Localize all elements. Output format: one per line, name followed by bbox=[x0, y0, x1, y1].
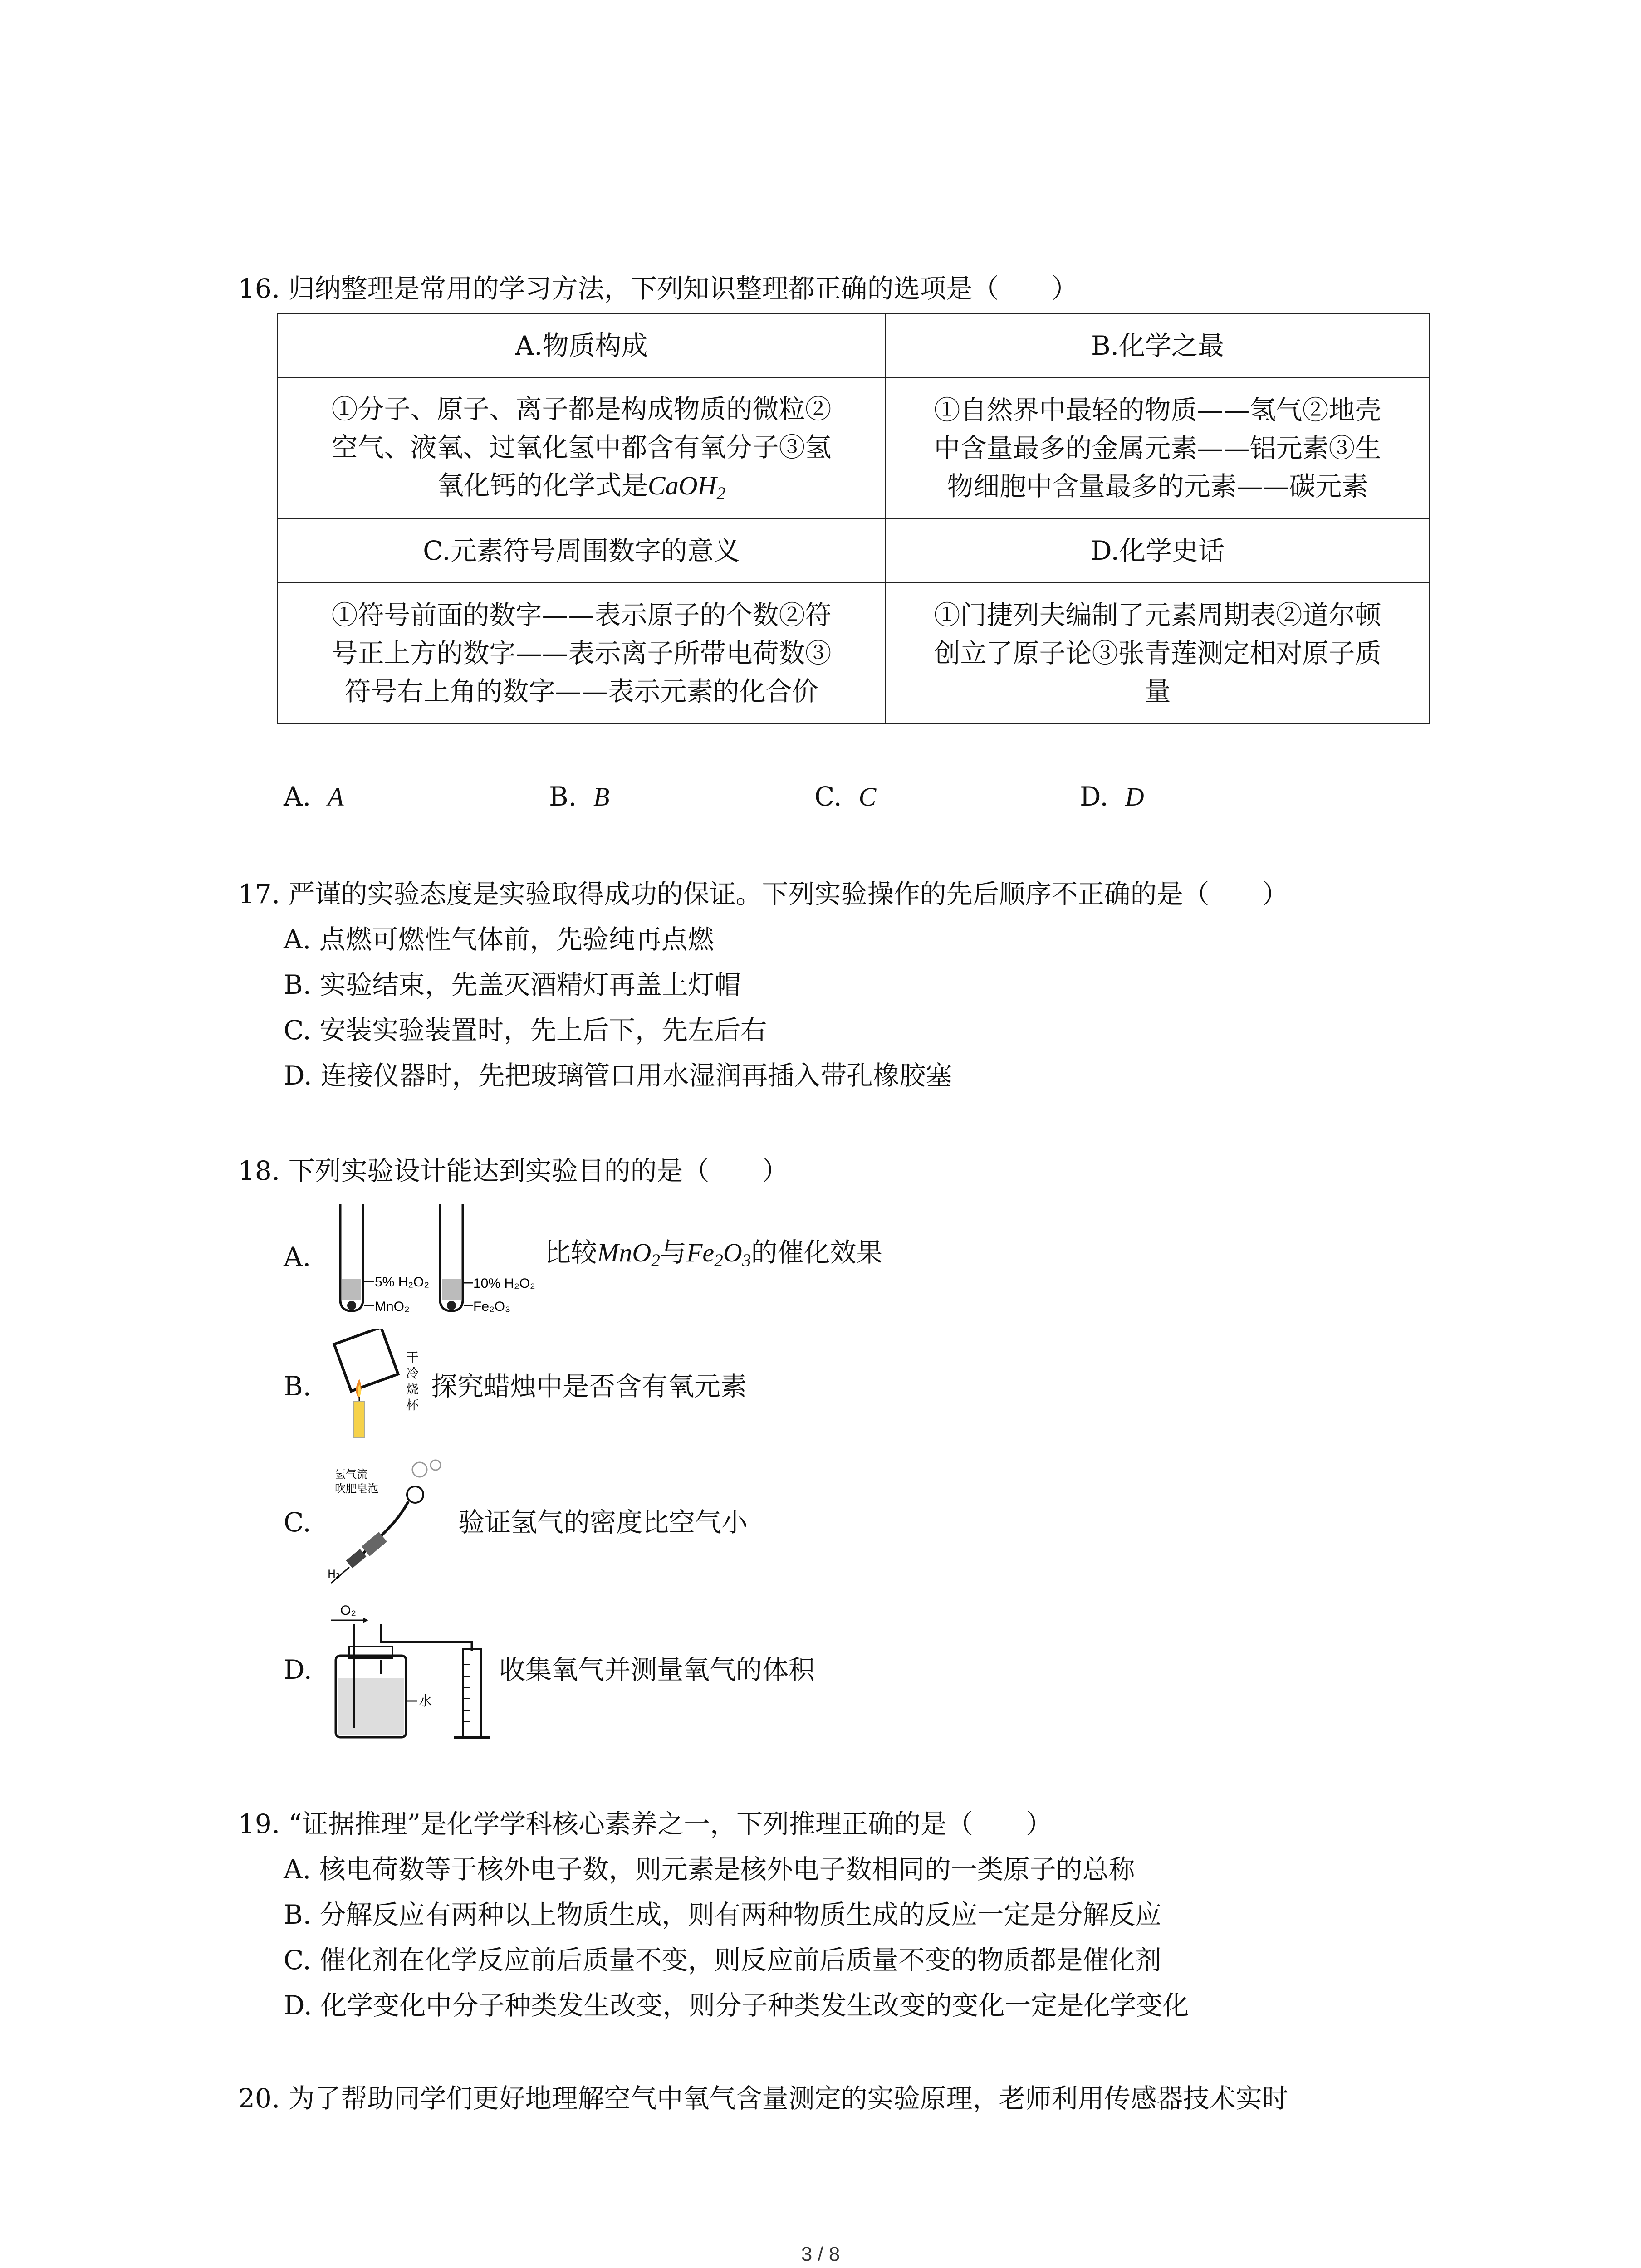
q19-option-b[interactable]: B. 分解反应有两种以上物质生成，则有两种物质生成的反应一定是分解反应 bbox=[284, 1899, 1162, 1930]
fig-b-label-4: 杯 bbox=[406, 1398, 419, 1413]
fig-a-right-label-2: Fe₂O₃ bbox=[473, 1299, 511, 1314]
fig-b-label-1: 干 bbox=[406, 1350, 419, 1365]
q18-option-c-text: 验证氢气的密度比空气小 bbox=[458, 1507, 748, 1538]
q16-table-a-body: ①分子、原子、离子都是构成物质的微粒② 空气、液氧、过氧化氢中都含有氧分子③氢 氧化钙的化学式是CaOH$_2$ bbox=[278, 378, 886, 519]
q17-option-c[interactable]: C. 安装实验装置时，先上后下，先左后右 bbox=[284, 1015, 767, 1046]
test-tubes-figure bbox=[327, 1202, 544, 1329]
fig-b-label-2: 冷 bbox=[406, 1366, 419, 1381]
q19-option-a[interactable]: A. 核电荷数等于核外电子数，则元素是核外电子数相同的一类原子的总称 bbox=[284, 1854, 1135, 1885]
q16-option-b[interactable]: B. B bbox=[549, 781, 610, 812]
fig-c-label-1: 氢气流 bbox=[335, 1468, 367, 1481]
q16-table-a-head: A.物质构成 bbox=[278, 314, 886, 378]
q18-option-b-text: 探究蜡烛中是否含有氧元素 bbox=[431, 1371, 747, 1402]
q16-stem: 16. 归纳整理是常用的学习方法，下列知识整理都正确的选项是（ ） bbox=[238, 273, 1078, 304]
candle-beaker-figure bbox=[331, 1329, 431, 1442]
gas-collection-figure bbox=[327, 1597, 499, 1746]
q16-option-c[interactable]: C. C bbox=[814, 781, 877, 812]
fig-d-water-label: 水 bbox=[418, 1693, 432, 1709]
q17-option-a[interactable]: A. 点燃可燃性气体前，先验纯再点燃 bbox=[284, 924, 714, 955]
q16-table-c-body: ①符号前面的数字——表示原子的个数②符 号正上方的数字——表示离子所带电荷数③ 符号右上角的数字——表示元素的化合价 bbox=[278, 583, 886, 724]
q17-stem: 17. 严谨的实验态度是实验取得成功的保证。下列实验操作的先后顺序不正确的是（ ） bbox=[238, 879, 1288, 909]
q19-stem: 19. “证据推理”是化学学科核心素养之一，下列推理正确的是（ ） bbox=[238, 1809, 1052, 1839]
fig-a-left-label-1: 5% H₂O₂ bbox=[375, 1275, 429, 1290]
q18-option-b[interactable]: B. bbox=[284, 1371, 312, 1402]
q16-table-b-head: B.化学之最 bbox=[886, 314, 1430, 378]
q18-option-a[interactable]: A. bbox=[284, 1242, 311, 1272]
fig-a-left-label-2: MnO₂ bbox=[375, 1299, 410, 1314]
fig-c-h2-label: H₂ bbox=[328, 1568, 340, 1580]
q18-option-d-text: 收集氧气并测量氧气的体积 bbox=[499, 1654, 815, 1685]
q16-table-c-head: C.元素符号周围数字的意义 bbox=[278, 519, 886, 583]
q16-table-b-body: ①自然界中最轻的物质——氢气②地壳 中含量最多的金属元素——铝元素③生 物细胞中含量最多的元素——碳元素 bbox=[886, 378, 1430, 519]
page-number: 3 / 8 bbox=[801, 2243, 840, 2265]
fig-a-right-label-1: 10% H₂O₂ bbox=[473, 1276, 535, 1291]
q17-option-b[interactable]: B. 实验结束，先盖灭酒精灯再盖上灯帽 bbox=[284, 969, 741, 1000]
fig-b-label-3: 烧 bbox=[406, 1382, 419, 1397]
q16-table-d-head: D.化学史话 bbox=[886, 519, 1430, 583]
q18-option-d[interactable]: D. bbox=[284, 1654, 312, 1685]
q16-table bbox=[277, 313, 1430, 724]
q19-option-d[interactable]: D. 化学变化中分子种类发生改变，则分子种类发生改变的变化一定是化学变化 bbox=[284, 1990, 1189, 2021]
q16-option-d[interactable]: D. D bbox=[1080, 781, 1144, 812]
fig-d-o2-label: O₂ bbox=[340, 1603, 356, 1618]
hydrogen-bubble-figure bbox=[327, 1456, 463, 1592]
fig-c-label-2: 吹肥皂泡 bbox=[335, 1482, 378, 1495]
q20-stem: 20. 为了帮助同学们更好地理解空气中氧气含量测定的实验原理，老师利用传感器技术实时 bbox=[238, 2083, 1288, 2114]
q18-option-a-text: 比较MnO$_2$与$Fe_2O_3$的催化效果 bbox=[544, 1237, 883, 1270]
q16-table-d-body: ①门捷列夫编制了元素周期表②道尔顿 创立了原子论③张青莲测定相对原子质 量 bbox=[886, 583, 1430, 724]
q17-option-d[interactable]: D. 连接仪器时，先把玻璃管口用水湿润再插入带孔橡胶塞 bbox=[284, 1060, 952, 1091]
q18-stem: 18. 下列实验设计能达到实验目的的是（ ） bbox=[238, 1155, 789, 1186]
q18-option-c[interactable]: C. bbox=[284, 1507, 311, 1538]
q16-option-a[interactable]: A. A bbox=[284, 781, 344, 812]
q19-option-c[interactable]: C. 催化剂在化学反应前后质量不变，则反应前后质量不变的物质都是催化剂 bbox=[284, 1945, 1162, 1975]
